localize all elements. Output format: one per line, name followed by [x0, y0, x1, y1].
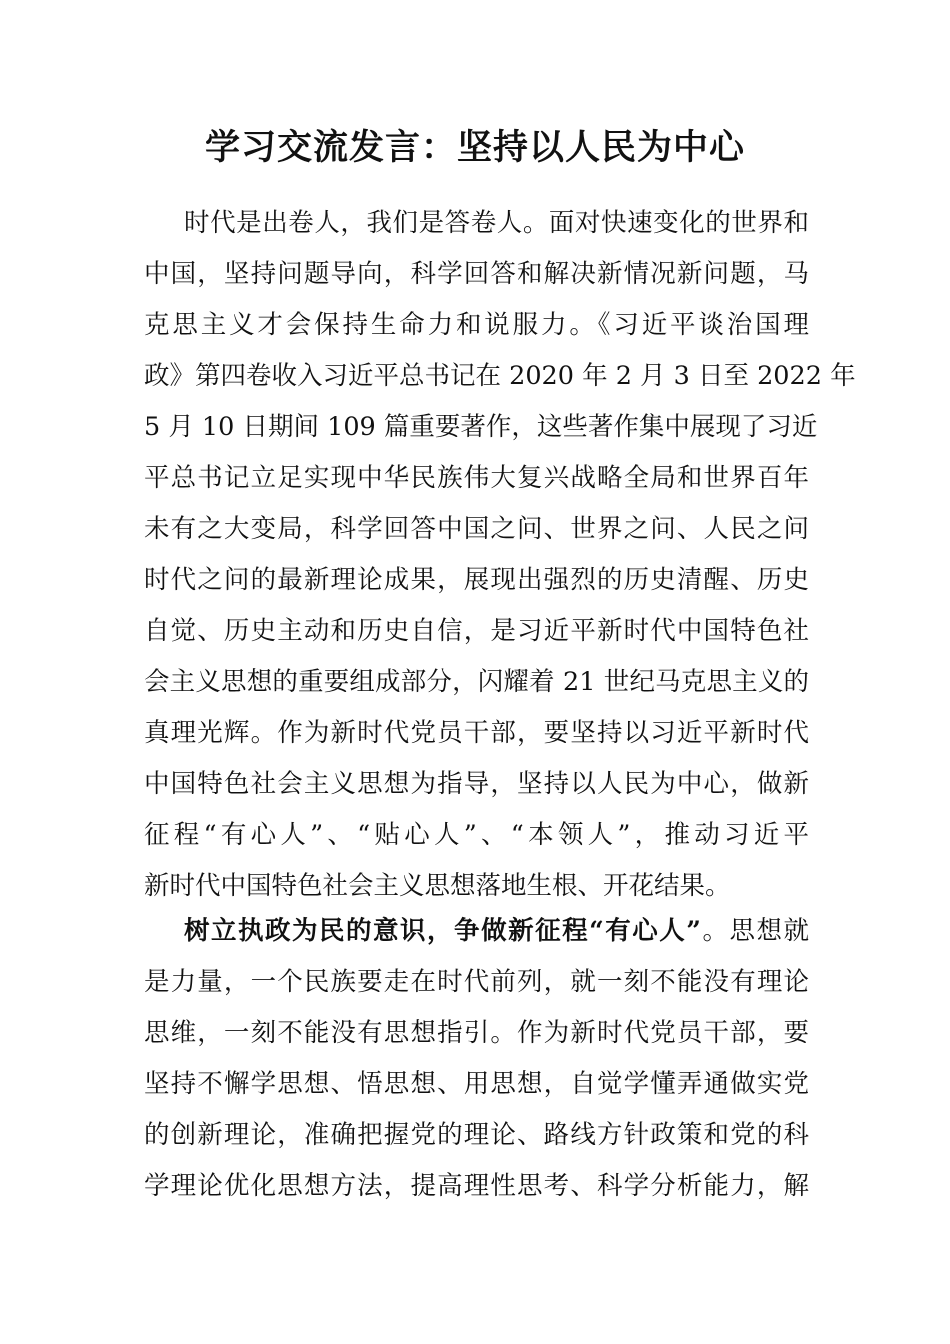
paragraph-line: 平总书记立足实现中华民族伟大复兴战略全局和世界百年 — [144, 463, 809, 493]
paragraph-line: 中国特色社会主义思想为指导，坚持以人民为中心，做新 — [144, 769, 809, 799]
paragraph-line: 坚持不懈学思想、悟思想、用思想，自觉学懂弄通做实党 — [144, 1069, 809, 1099]
paragraph-line: 克思主义才会保持生命力和说服力。《习近平谈治国理 — [144, 310, 809, 340]
paragraph-line: 会主义思想的重要组成部分，闪耀着 21 世纪马克思主义的 — [144, 667, 809, 697]
paragraph-line: 时代是出卷人，我们是答卷人。面对快速变化的世界和 — [184, 208, 809, 238]
paragraph-line: 征程“有心人”、“贴心人”、“本领人”，推动习近平 — [144, 820, 809, 850]
paragraph-line: 未有之大变局，科学回答中国之问、世界之问、人民之问 — [144, 514, 809, 544]
paragraph-line: 的创新理论，准确把握党的理论、路线方针政策和党的科 — [144, 1120, 809, 1150]
paragraph-intro — [144, 198, 856, 912]
paragraph-line: 政》第四卷收入习近平总书记在 2020 年 2 月 3 日至 2022 年 — [144, 361, 856, 391]
paragraph-line: 时代之问的最新理论成果，展现出强烈的历史清醒、历史 — [144, 565, 809, 595]
paragraph-line: 真理光辉。作为新时代党员干部，要坚持以习近平新时代 — [144, 718, 809, 748]
paragraph-heart — [144, 906, 809, 1212]
document-title: 学习交流发言：坚持以人民为中心 — [204, 127, 745, 168]
paragraph-line: 是力量，一个民族要走在时代前列，就一刻不能没有理论 — [144, 967, 809, 997]
paragraph-line: 思维，一刻不能没有思想指引。作为新时代党员干部，要 — [144, 1018, 809, 1048]
paragraph-line — [144, 906, 809, 957]
paragraph-line: 自觉、历史主动和历史自信，是习近平新时代中国特色社 — [144, 616, 809, 646]
paragraph-lead-tail: 。思想就 — [700, 916, 809, 946]
paragraph-line: 中国，坚持问题导向，科学回答和解决新情况新问题，马 — [144, 259, 809, 289]
paragraph-line: 学理论优化思想方法，提高理性思考、科学分析能力，解 — [144, 1171, 809, 1201]
paragraph-lead-heading: 树立执政为民的意识，争做新征程“有心人” — [184, 916, 701, 946]
paragraph-line: 5 月 10 日期间 109 篇重要著作，这些著作集中展现了习近 — [144, 412, 818, 442]
paragraph-line: 新时代中国特色社会主义思想落地生根、开花结果。 — [144, 871, 731, 901]
